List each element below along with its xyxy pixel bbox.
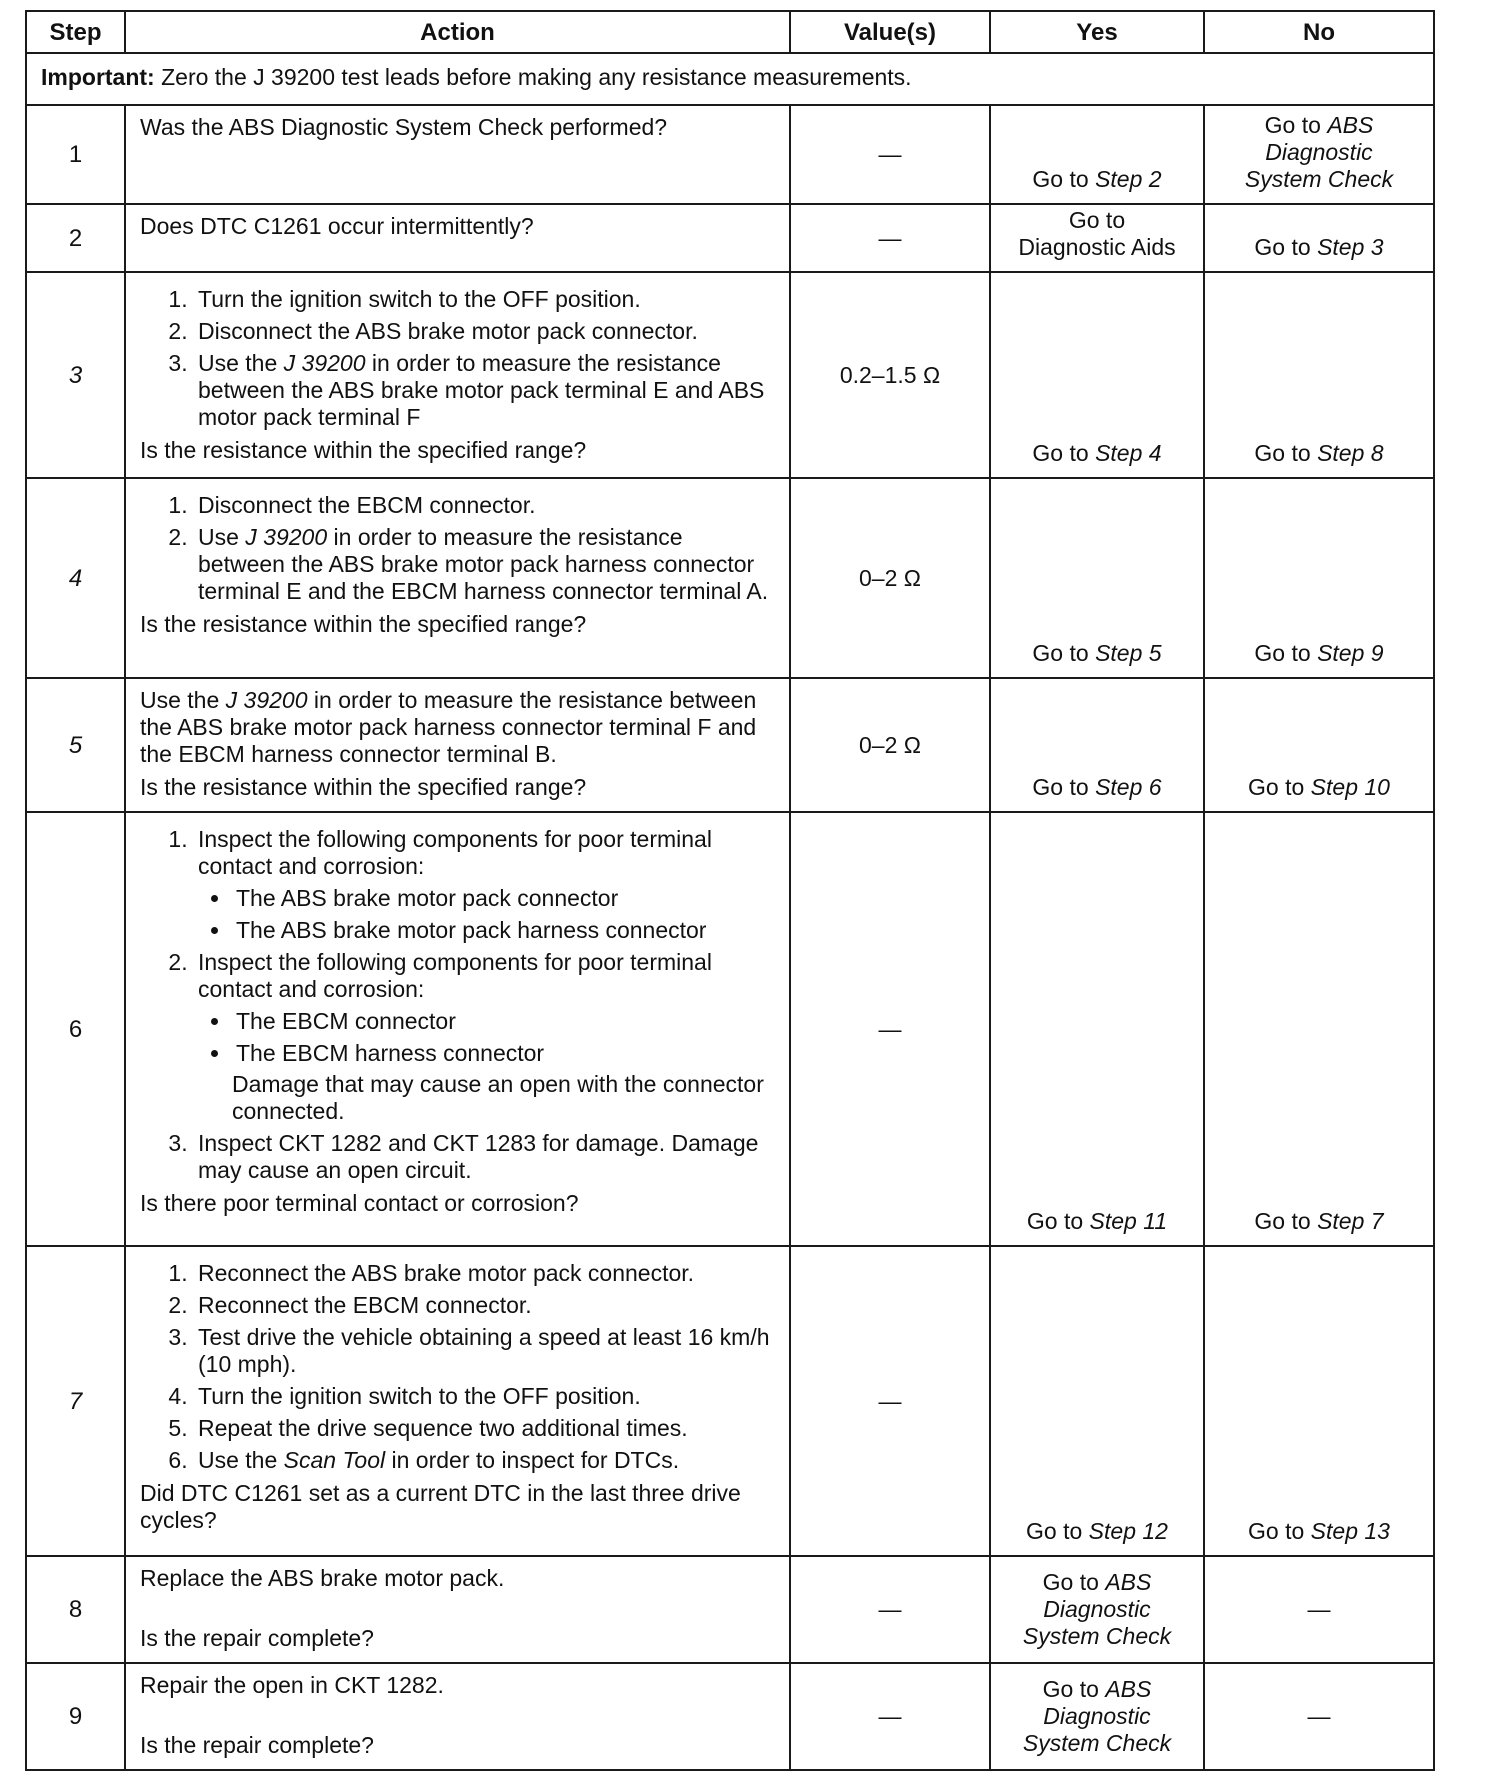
yes-step-link: Step 12 [1088, 1518, 1168, 1544]
go-to-label: Go to [1032, 166, 1089, 192]
bullet-item: • The ABS brake motor pack harness connector [232, 917, 775, 944]
value-cell: — [790, 204, 990, 272]
action-item: 1. Turn the ignition switch to the OFF position. [194, 286, 775, 313]
table-row [26, 1663, 1434, 1770]
action-item: 1. Reconnect the ABS brake motor pack connector. [194, 1260, 775, 1287]
text-part: Use the [198, 1447, 284, 1473]
go-to-label: Go to [1026, 1518, 1083, 1544]
action-item: 1. Disconnect the EBCM connector. [194, 492, 775, 519]
action-cell [125, 272, 790, 478]
action-text: Replace the ABS brake motor pack. [140, 1565, 505, 1591]
yes-step-link: Step 11 [1089, 1208, 1168, 1234]
yes-go-to: Go to [1068, 207, 1126, 233]
go-to-label: Go to [1032, 774, 1089, 800]
step-number: 3 [26, 272, 125, 478]
no-step-link: Step 13 [1310, 1518, 1390, 1544]
no-cell [1204, 478, 1434, 678]
important-text: Zero the J 39200 test leads before making any resistance measurements. [154, 64, 912, 90]
no-step-link: Step 3 [1317, 234, 1384, 260]
yes-cell [990, 1246, 1204, 1556]
action-item: 2. Reconnect the EBCM connector. [194, 1292, 775, 1319]
yes-step-link: Step 4 [1095, 440, 1162, 466]
tool-name: Scan Tool [283, 1447, 386, 1473]
go-to-label: Go to [1254, 640, 1311, 666]
value-cell: — [790, 105, 990, 204]
step-number: 8 [26, 1556, 125, 1663]
go-to-label: Go to [1248, 1518, 1305, 1544]
no-cell [1204, 204, 1434, 272]
header-row [26, 11, 1434, 53]
yes-cell [990, 812, 1204, 1246]
action-text: Does DTC C1261 occur intermittently? [125, 204, 790, 272]
go-to-label: Go to [1264, 112, 1321, 138]
no-step-link: Step 7 [1317, 1208, 1384, 1234]
no-cell [1204, 812, 1434, 1246]
question-text: Is the repair complete? [140, 1732, 374, 1758]
text-part: Use [198, 524, 246, 550]
text-part: Use the [140, 687, 226, 713]
action-text: Was the ABS Diagnostic System Check performed? [125, 105, 790, 204]
tool-name: J 39200 [225, 687, 308, 713]
text-part: in order to measure the resistance between the ABS brake motor pack harness connector terminal E and the EBCM harness connector terminal A. [198, 524, 769, 604]
tool-name: J 39200 [283, 350, 366, 376]
action-list [140, 286, 775, 431]
action-item: 5. Repeat the drive sequence two additional times. [194, 1415, 775, 1442]
diagnostic-table [25, 10, 1435, 1771]
go-to-label: Go to [1032, 440, 1089, 466]
no-step-link: Step 9 [1317, 640, 1384, 666]
tool-name: J 39200 [245, 524, 328, 550]
no-step-link: Step 8 [1317, 440, 1384, 466]
action-item: 2. Disconnect the ABS brake motor pack connector. [194, 318, 775, 345]
bullet-item: • The ABS brake motor pack connector [232, 885, 775, 912]
bullet-item: • The EBCM harness connector [232, 1040, 775, 1067]
abs-check-link-a: ABS [1105, 1569, 1152, 1595]
step-number: 2 [26, 204, 125, 272]
go-to-label: Go to [1026, 1208, 1084, 1234]
action-cell [125, 1246, 790, 1556]
table-row [26, 1246, 1434, 1556]
action-item: 3. Inspect CKT 1282 and CKT 1283 for damage. Damage may cause an open circuit. [194, 1130, 775, 1184]
action-item [194, 1447, 775, 1474]
action-item: 4. Turn the ignition switch to the OFF position. [194, 1383, 775, 1410]
no-cell: — [1204, 1556, 1434, 1663]
yes-cell [990, 1556, 1204, 1663]
action-cell [125, 812, 790, 1246]
note-text: Damage that may cause an open with the connector connected. [232, 1071, 764, 1124]
question-text: Did DTC C1261 set as a current DTC in the last three drive cycles? [140, 1480, 741, 1533]
text-part: Use the [198, 350, 284, 376]
table-row [26, 204, 1434, 272]
header-step: Step [26, 11, 125, 53]
yes-step-link: Step 5 [1095, 640, 1162, 666]
action-cell [125, 478, 790, 678]
question-text: Is the resistance within the specified range? [140, 437, 587, 463]
action-cell [125, 678, 790, 812]
go-to-label: Go to [1254, 440, 1311, 466]
header-values: Value(s) [790, 11, 990, 53]
no-cell: — [1204, 1663, 1434, 1770]
table-row [26, 272, 1434, 478]
abs-check-link-a: ABS [1105, 1676, 1152, 1702]
action-list [140, 492, 775, 605]
step-number: 5 [26, 678, 125, 812]
action-item [194, 949, 775, 1125]
go-to-label: Go to [1042, 1676, 1099, 1702]
no-cell [1204, 272, 1434, 478]
action-item: 3. Test drive the vehicle obtaining a speed at least 16 km/h (10 mph). [194, 1324, 775, 1378]
item-text: Inspect the following components for poor terminal contact and corrosion: [198, 949, 712, 1002]
table-row [26, 478, 1434, 678]
table-row [26, 105, 1434, 204]
value-cell: — [790, 1556, 990, 1663]
bullet-list [198, 885, 775, 944]
no-step-link: Step 10 [1310, 774, 1390, 800]
table-row [26, 812, 1434, 1246]
action-text: Repair the open in CKT 1282. [140, 1672, 444, 1698]
text-part: in order to measure the resistance between the ABS brake motor pack harness connector terminal F and the EBCM harness connector terminal B. [140, 687, 757, 767]
step-number: 7 [26, 1246, 125, 1556]
value-cell: 0–2 Ω [790, 478, 990, 678]
value-cell: — [790, 812, 990, 1246]
abs-check-link-c: System Check [1022, 1730, 1172, 1756]
go-to-label: Go to [1254, 234, 1311, 260]
step-number: 9 [26, 1663, 125, 1770]
no-cell [1204, 105, 1434, 204]
diagnostic-aids-link: Diagnostic Aids [1018, 234, 1176, 260]
abs-check-link-b: Diagnostic [1265, 139, 1373, 165]
step-number: 6 [26, 812, 125, 1246]
action-text [140, 687, 775, 768]
question-text: Is the resistance within the specified range? [140, 774, 587, 800]
go-to-label: Go to [1248, 774, 1305, 800]
important-label: Important: [41, 64, 155, 90]
no-cell [1204, 678, 1434, 812]
question-text: Is the resistance within the specified range? [140, 611, 587, 637]
value-cell: 0–2 Ω [790, 678, 990, 812]
question-text: Is the repair complete? [140, 1625, 374, 1651]
header-no: No [1204, 11, 1434, 53]
value-cell: — [790, 1663, 990, 1770]
important-row [26, 53, 1434, 105]
step-number: 1 [26, 105, 125, 204]
abs-check-link-c: System Check [1244, 166, 1394, 192]
step-number: 4 [26, 478, 125, 678]
action-list [140, 1260, 775, 1474]
go-to-label: Go to [1032, 640, 1089, 666]
value-cell: — [790, 1246, 990, 1556]
yes-cell [990, 204, 1204, 272]
header-yes: Yes [990, 11, 1204, 53]
header-action: Action [125, 11, 790, 53]
bullet-item: • The EBCM connector [232, 1008, 775, 1035]
important-note [26, 53, 1434, 105]
action-item [194, 524, 775, 605]
go-to-label: Go to [1254, 1208, 1311, 1234]
text-part: in order to inspect for DTCs. [385, 1447, 680, 1473]
question-text: Is there poor terminal contact or corrosion? [140, 1190, 579, 1216]
table-row [26, 1556, 1434, 1663]
yes-cell [990, 272, 1204, 478]
yes-cell [990, 478, 1204, 678]
action-item [194, 826, 775, 944]
abs-check-link-a: ABS [1327, 112, 1374, 138]
action-cell [125, 1663, 790, 1770]
abs-check-link-c: System Check [1022, 1623, 1172, 1649]
yes-cell [990, 1663, 1204, 1770]
value-cell: 0.2–1.5 Ω [790, 272, 990, 478]
item-text: Inspect the following components for poor terminal contact and corrosion: [198, 826, 712, 879]
bullet-list [198, 1008, 775, 1067]
no-cell [1204, 1246, 1434, 1556]
yes-step-link: Step 2 [1095, 166, 1162, 192]
text-part: in order to measure the resistance between the ABS brake motor pack terminal E and ABS motor pack terminal F [198, 350, 765, 430]
action-cell [125, 1556, 790, 1663]
yes-step-link: Step 6 [1095, 774, 1162, 800]
abs-check-link-b: Diagnostic [1043, 1703, 1151, 1729]
table-row [26, 678, 1434, 812]
action-list [140, 826, 775, 1184]
yes-cell [990, 678, 1204, 812]
go-to-label: Go to [1042, 1569, 1099, 1595]
abs-check-link-b: Diagnostic [1043, 1596, 1151, 1622]
yes-cell [990, 105, 1204, 204]
action-item [194, 350, 775, 431]
